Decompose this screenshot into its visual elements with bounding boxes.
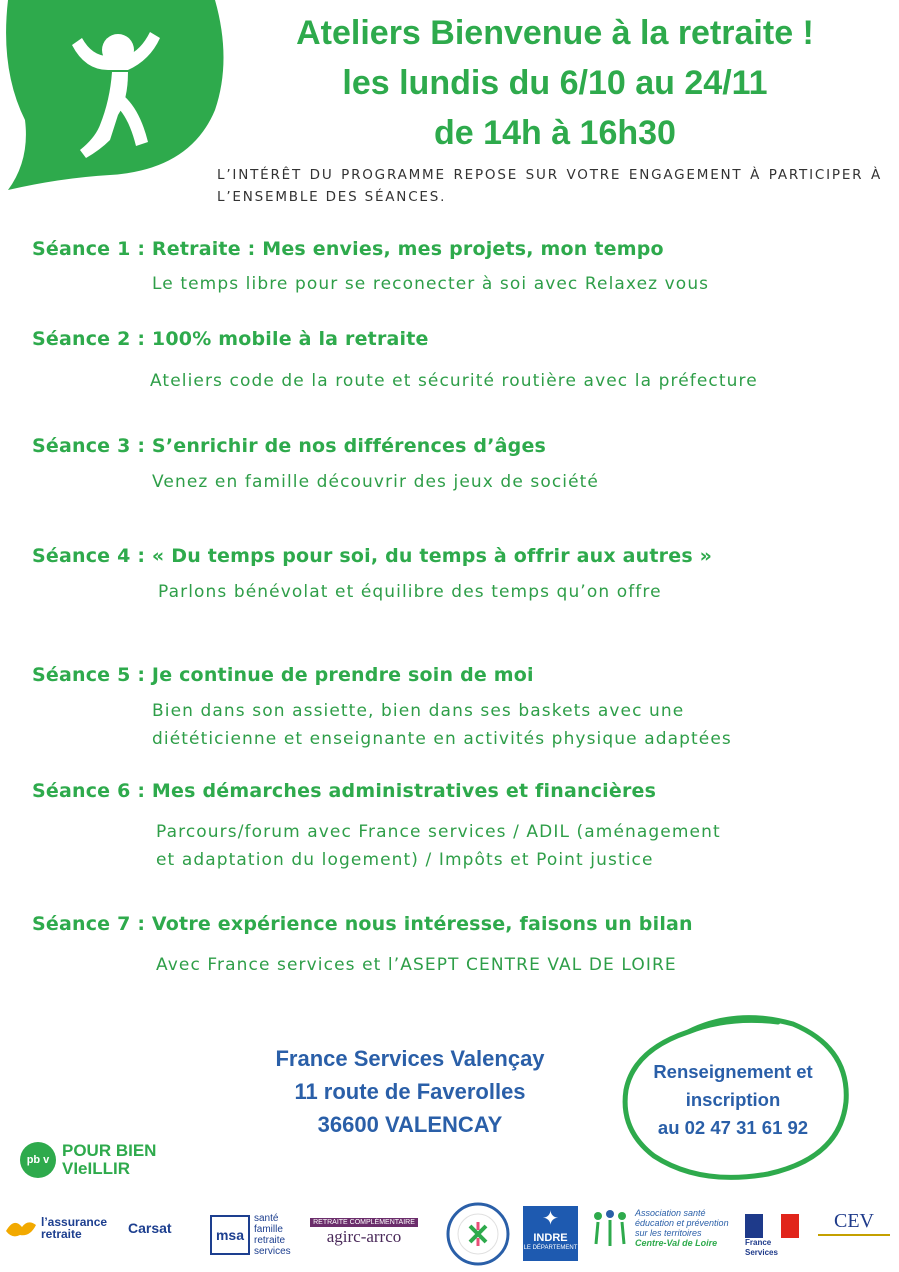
france-services-logo (745, 1214, 799, 1258)
session-3-desc: Venez en famille découvrir des jeux de société (152, 472, 599, 492)
msa-line: santé (254, 1213, 279, 1224)
speech-bubble-logo (0, 0, 230, 195)
assurance-line1: l’assurance (41, 1215, 108, 1229)
session-2-desc: Ateliers code de la route et sécurité routière avec la préfecture (150, 371, 758, 391)
bird-icon: ✦ (542, 1208, 559, 1230)
cev-logo (818, 1210, 890, 1236)
agirc-top: RETRAITE COMPLÉMENTAIRE (310, 1218, 418, 1227)
asept-people-icon (588, 1206, 632, 1250)
indre-line2: LE DÉPARTEMENT (523, 1245, 578, 1251)
session-3-title: Séance 3 : S’enrichir de nos différences d’âges (32, 435, 547, 457)
cev-underline (818, 1234, 890, 1236)
session-7-desc: Avec France services et l’ASEPT CENTRE VAL DE LOIRE (156, 955, 677, 975)
session-6-desc-line1: Parcours/forum avec France services / ADIL (aménagement (156, 822, 721, 842)
pbv-badge-icon: pb v (20, 1142, 56, 1178)
address-street: 11 route de Faverolles (294, 1079, 526, 1104)
intro-text: L’INTÉRÊT DU PROGRAMME REPOSE SUR VOTRE ENGAGEMENT À PARTICIPER À L’ENSEMBLE DES SÉANCES. (217, 167, 882, 205)
session-6-desc-line2: et adaptation du logement) / Impôts et Point justice (156, 850, 654, 870)
asept-logo (588, 1206, 729, 1250)
france-services-label: France Services (745, 1238, 778, 1257)
agirc-label: agirc-arrco (326, 1227, 402, 1246)
session-1-title: Séance 1 : Retraite : Mes envies, mes projets, mon tempo (32, 238, 664, 260)
indre-departement-logo (523, 1206, 578, 1261)
session-7-title: Séance 7 : Votre expérience nous intéresse, faisons un bilan (32, 913, 693, 935)
asept-line2: éducation et prévention (635, 1218, 729, 1228)
msa-line: services (254, 1246, 291, 1257)
session-1-desc: Le temps libre pour se reconecter à soi avec Relaxez vous (152, 274, 710, 294)
pour-bien-vieillir-logo (20, 1142, 156, 1178)
session-5-title: Séance 5 : Je continue de prendre soin de moi (32, 664, 534, 686)
asept-line3: sur les territoires (635, 1228, 702, 1238)
session-5-desc-line1: Bien dans son assiette, bien dans ses baskets avec une (152, 701, 685, 721)
address-city: 36600 VALENCAY (317, 1112, 503, 1137)
assurance-line2: retraite (41, 1227, 82, 1241)
indre-line1: INDRE (533, 1232, 568, 1244)
cev-label: CEV (834, 1210, 874, 1232)
session-2-title: Séance 2 : 100% mobile à la retraite (32, 328, 429, 350)
pbv-line1: POUR BIEN (62, 1141, 157, 1160)
contact-line1: Renseignement et (653, 1061, 813, 1082)
header-hours: de 14h à 16h30 (434, 114, 676, 152)
msa-mark-icon: msa (210, 1215, 250, 1255)
asept-line1: Association santé (635, 1208, 706, 1218)
session-6-title: Séance 6 : Mes démarches administratives et financières (32, 780, 657, 802)
header-dates: les lundis du 6/10 au 24/11 (342, 64, 768, 102)
contact-block (628, 1058, 838, 1142)
assurance-retraite-logo (4, 1216, 107, 1240)
agirc-arrco-logo (310, 1218, 418, 1247)
header-title: Ateliers Bienvenue à la retraite ! (296, 14, 814, 52)
carsat-logo: Carsat (128, 1220, 172, 1236)
tricolore-flag-icon (745, 1214, 799, 1238)
contact-phone[interactable]: au 02 47 31 61 92 (657, 1117, 809, 1138)
msa-logo (210, 1213, 291, 1257)
msa-line: famille (254, 1224, 283, 1235)
session-5-desc-line2: diététicienne et enseignante en activités physique adaptées (152, 729, 732, 749)
contact-line2: inscription (685, 1089, 781, 1110)
address-block (240, 1042, 580, 1141)
assurance-retraite-icon (4, 1217, 38, 1239)
address-name: France Services Valençay (275, 1046, 545, 1071)
msa-line: retraite (254, 1235, 286, 1246)
session-4-title: Séance 4 : « Du temps pour soi, du temps à offrir aux autres » (32, 545, 713, 567)
asept-line4: Centre-Val de Loire (635, 1238, 718, 1248)
conference-financeurs-logo (446, 1202, 510, 1266)
session-4-desc: Parlons bénévolat et équilibre des temps qu’on offre (158, 582, 662, 602)
pbv-line2: VIeILLIR (62, 1159, 131, 1178)
